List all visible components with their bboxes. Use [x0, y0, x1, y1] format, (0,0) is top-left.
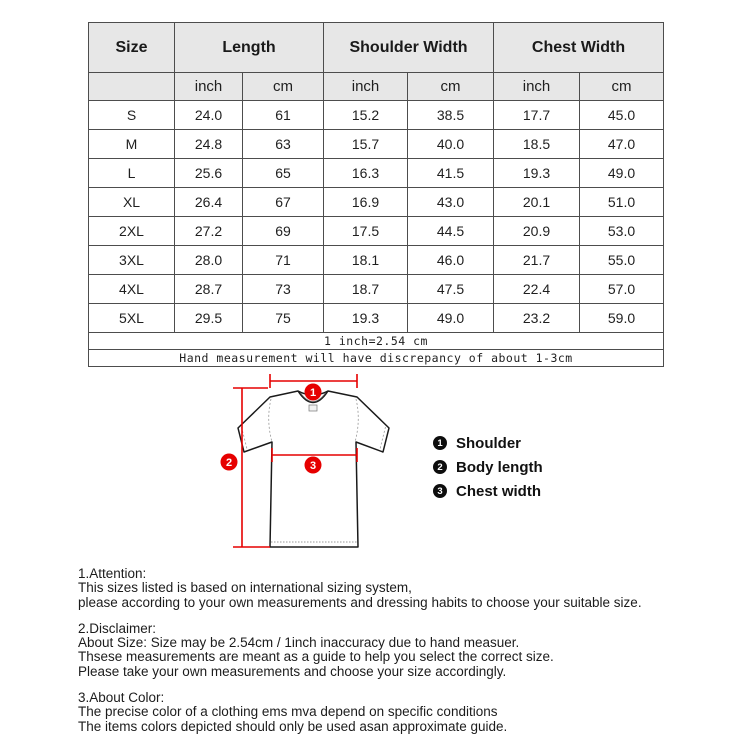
cell: 75 [243, 304, 324, 333]
table-subheader-row [89, 73, 664, 101]
table-header-row [89, 23, 664, 73]
cell: 23.2 [494, 304, 580, 333]
cell: 17.5 [324, 217, 408, 246]
row-size-label: XL [89, 188, 175, 217]
diagram-legend [433, 431, 543, 503]
legend-label: Chest width [456, 482, 541, 500]
cell: 41.5 [408, 159, 494, 188]
cell: 55.0 [580, 246, 664, 275]
cell: 16.3 [324, 159, 408, 188]
badge-1-number: 1 [309, 386, 317, 399]
subheader-unit: cm [580, 73, 664, 101]
row-size-label: S [89, 101, 175, 130]
footnote-inch-conversion: 1 inch=2.54 cm [89, 333, 664, 350]
row-size-label: L [89, 159, 175, 188]
cell: 22.4 [494, 275, 580, 304]
cell: 44.5 [408, 217, 494, 246]
cell: 24.8 [175, 130, 243, 159]
cell: 63 [243, 130, 324, 159]
cell: 59.0 [580, 304, 664, 333]
row-size-label: 4XL [89, 275, 175, 304]
legend-item-chest-width [433, 479, 543, 503]
table-row [89, 275, 664, 304]
table-row [89, 159, 664, 188]
cell: 20.1 [494, 188, 580, 217]
table-footnote-row [89, 333, 664, 350]
cell: 46.0 [408, 246, 494, 275]
col-header-length: Length [175, 23, 324, 73]
footnote-hand-measurement: Hand measurement will have discrepancy of about 1-3cm [89, 350, 664, 367]
note-line: Please take your own measurements and choose your size accordingly. [78, 663, 507, 679]
cell: 38.5 [408, 101, 494, 130]
badge-3-icon [305, 457, 322, 474]
subheader-empty [89, 73, 175, 101]
col-header-size: Size [89, 23, 175, 73]
badge-3-number: 3 [309, 459, 317, 472]
legend-label: Shoulder [456, 434, 522, 452]
row-size-label: M [89, 130, 175, 159]
subheader-unit: inch [175, 73, 243, 101]
table-row [89, 188, 664, 217]
cell: 15.7 [324, 130, 408, 159]
cell: 24.0 [175, 101, 243, 130]
cell: 47.0 [580, 130, 664, 159]
cell: 21.7 [494, 246, 580, 275]
cell: 28.0 [175, 246, 243, 275]
cell: 43.0 [408, 188, 494, 217]
cell: 49.0 [580, 159, 664, 188]
cell: 53.0 [580, 217, 664, 246]
badge-2-icon [221, 454, 238, 471]
cell: 73 [243, 275, 324, 304]
notes-section-disclaimer [78, 622, 698, 679]
note-line: About Size: Size may be 2.54cm / 1inch inaccuracy due to hand measuer. [78, 635, 520, 651]
cell: 19.3 [324, 304, 408, 333]
cell: 49.0 [408, 304, 494, 333]
cell: 18.1 [324, 246, 408, 275]
note-line: Thsese measurements are meant as a guide to help you select the correct size. [78, 649, 554, 665]
cell: 51.0 [580, 188, 664, 217]
cell: 18.5 [494, 130, 580, 159]
note-line: This sizes listed is based on international sizing system, [78, 580, 412, 596]
note-line: The precise color of a clothing ems mva depend on specific conditions [78, 704, 498, 720]
subheader-unit: cm [408, 73, 494, 101]
row-size-label: 5XL [89, 304, 175, 333]
subheader-unit: cm [243, 73, 324, 101]
cell: 15.2 [324, 101, 408, 130]
cell: 26.4 [175, 188, 243, 217]
cell: 57.0 [580, 275, 664, 304]
cell: 17.7 [494, 101, 580, 130]
cell: 29.5 [175, 304, 243, 333]
notes-section-about-color [78, 691, 698, 734]
cell: 18.7 [324, 275, 408, 304]
cell: 45.0 [580, 101, 664, 130]
notes [78, 567, 698, 746]
legend-item-body-length [433, 455, 543, 479]
note-title: 3.About Color: [78, 690, 165, 706]
tshirt-measurement-diagram [210, 368, 470, 558]
cell: 28.7 [175, 275, 243, 304]
legend-item-shoulder [433, 431, 543, 455]
note-line: The items colors depicted should only be used asan approximate guide. [78, 718, 508, 734]
legend-num-1-icon: 1 [433, 436, 447, 450]
subheader-unit: inch [324, 73, 408, 101]
legend-num-3-icon: 3 [433, 484, 447, 498]
row-size-label: 2XL [89, 217, 175, 246]
cell: 27.2 [175, 217, 243, 246]
subheader-unit: inch [494, 73, 580, 101]
badge-2-number: 2 [225, 456, 233, 469]
note-title: 2.Disclaimer: [78, 620, 157, 636]
cell: 47.5 [408, 275, 494, 304]
table-footnote-row [89, 350, 664, 367]
neck-tag [309, 405, 317, 411]
badge-1-icon [305, 384, 322, 401]
legend-label: Body length [456, 458, 543, 476]
col-header-chest-width: Chest Width [494, 23, 664, 73]
cell: 61 [243, 101, 324, 130]
notes-section-attention [78, 567, 698, 610]
cell: 19.3 [494, 159, 580, 188]
cell: 65 [243, 159, 324, 188]
cell: 67 [243, 188, 324, 217]
table-row [89, 101, 664, 130]
note-title: 1.Attention: [78, 566, 147, 581]
cell: 20.9 [494, 217, 580, 246]
cell: 69 [243, 217, 324, 246]
cell: 25.6 [175, 159, 243, 188]
table-row [89, 246, 664, 275]
cell: 40.0 [408, 130, 494, 159]
col-header-shoulder-width: Shoulder Width [324, 23, 494, 73]
table-row [89, 217, 664, 246]
table-row [89, 304, 664, 333]
row-size-label: 3XL [89, 246, 175, 275]
cell: 16.9 [324, 188, 408, 217]
size-chart-table [88, 22, 664, 367]
note-line: please according to your own measurements and dressing habits to choose your suitable size. [78, 594, 642, 610]
cell: 71 [243, 246, 324, 275]
table-row [89, 130, 664, 159]
legend-num-2-icon: 2 [433, 460, 447, 474]
